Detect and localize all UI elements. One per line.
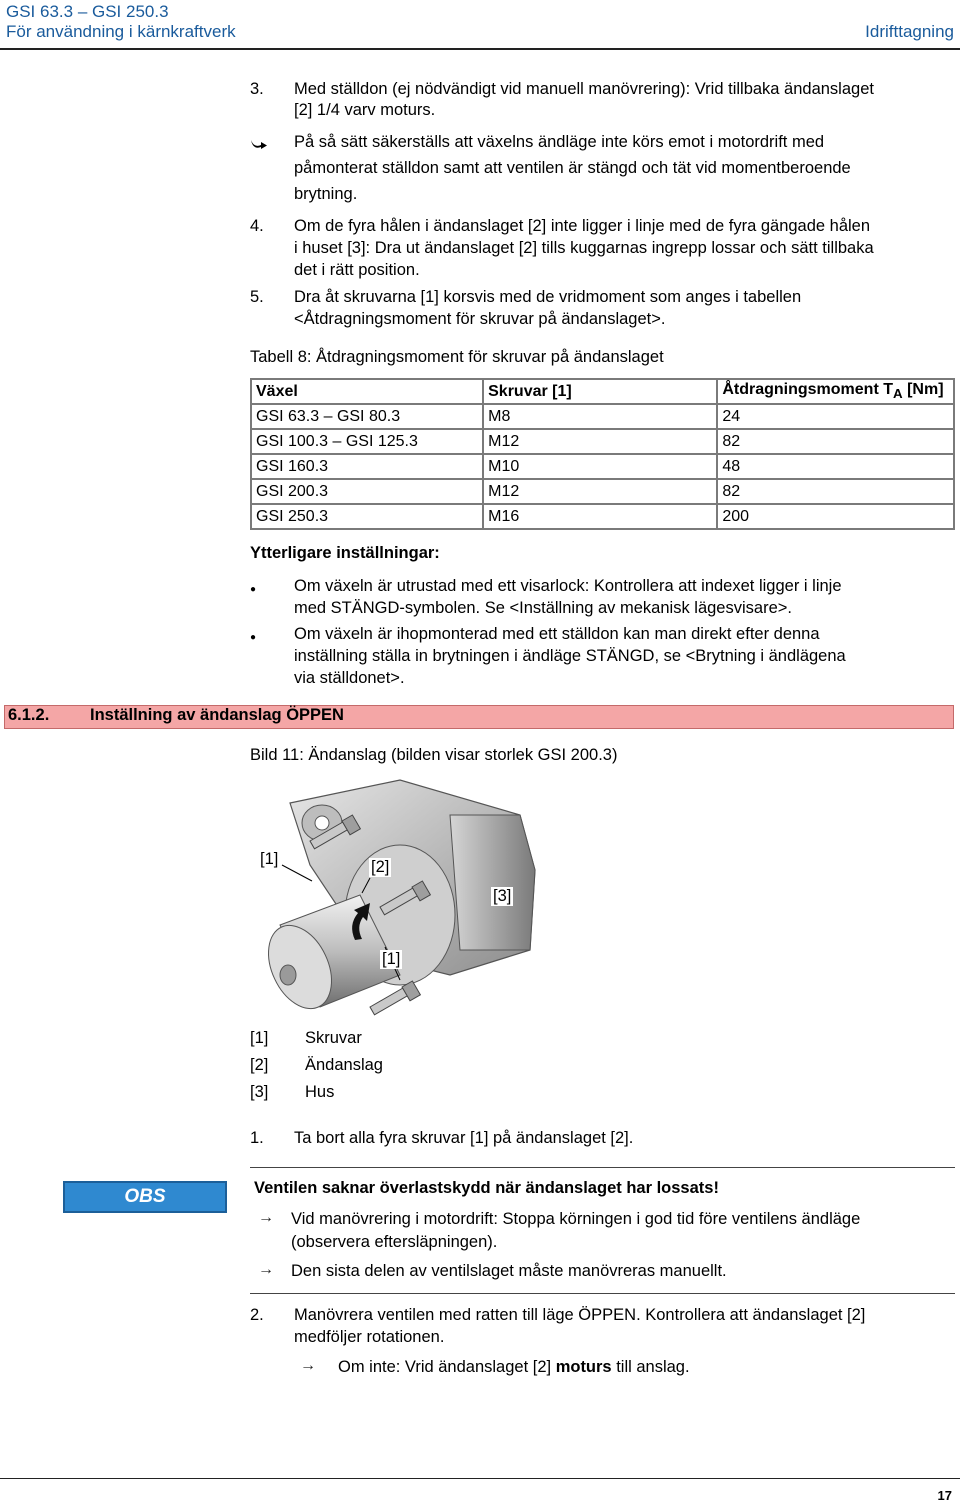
step-3-line-2: [2] 1/4 varv moturs. <box>294 101 436 119</box>
table-row <box>251 454 954 479</box>
notice-label-badge: OBS <box>63 1181 227 1213</box>
step-2-subitem-end: till anslag. <box>611 1358 690 1376</box>
legend-key: [3] <box>250 1083 269 1101</box>
table-cell: GSI 160.3 <box>251 454 483 479</box>
torque-table <box>250 378 955 530</box>
figure-caption: Bild 11: Ändanslag (bilden visar storlek GSI 200.3) <box>250 746 618 764</box>
table-cell: 82 <box>717 429 954 454</box>
result-line-1: På så sätt säkerställs att växelns ändläge inte körs emot i motordrift med <box>294 133 825 151</box>
section-number: 6.1.2. <box>8 706 50 724</box>
table-row <box>251 404 954 429</box>
footer-rule <box>0 1478 960 1479</box>
page-number: 17 <box>937 1488 952 1503</box>
notice-item-1-line-1: Vid manövrering i motordrift: Stoppa körningen i god tid före ventilens ändläge <box>291 1210 861 1228</box>
notice-item-2: Den sista delen av ventilslaget måste manövreras manuellt. <box>291 1262 727 1280</box>
table-caption: Tabell 8: Åtdragningsmoment för skruvar på ändanslaget <box>250 348 664 366</box>
bullet-1-line-1: Om växeln är utrustad med ett visarlock: Kontrollera att indexet ligger i linje <box>294 577 842 595</box>
step-4-number: 4. <box>250 217 264 235</box>
table-header-cell: Växel <box>251 379 483 404</box>
step-2-line-2: medföljer rotationen. <box>294 1328 445 1346</box>
table-cell: 48 <box>717 454 954 479</box>
step-2-number: 2. <box>250 1306 264 1324</box>
torque-header-subscript: A <box>893 386 903 402</box>
bullet-2-line-3: via ställdonet>. <box>294 669 405 687</box>
torque-header-text: Åtdragningsmoment T <box>722 381 893 399</box>
result-line-3: brytning. <box>294 185 358 203</box>
notice-rule-bottom <box>250 1293 955 1294</box>
table-cell: 200 <box>717 504 954 529</box>
section-title: Inställning av ändanslag ÖPPEN <box>90 706 344 724</box>
header-section: Idrifttagning <box>865 22 954 41</box>
callout-1-top: [1] <box>260 850 279 868</box>
step-3-number: 3. <box>250 80 264 98</box>
table-cell: M12 <box>483 479 717 504</box>
step-1-text: Ta bort alla fyra skruvar [1] på ändanslaget [2]. <box>294 1129 634 1147</box>
table-header-cell <box>717 379 954 404</box>
legend-key: [1] <box>250 1029 269 1047</box>
legend-label: Ändanslag <box>305 1056 383 1074</box>
legend-label: Skruvar <box>305 1029 362 1047</box>
bullet-2-line-2: inställning ställa in brytningen i ändläge STÄNGD, se <Brytning i ändlägena <box>294 647 846 665</box>
callout-1-bottom: [1] <box>382 950 401 968</box>
step-4-line-3: det i rätt position. <box>294 261 420 279</box>
step-5-line-1: Dra åt skruvarna [1] korsvis med de vridmoment som anges i tabellen <box>294 288 802 306</box>
table-cell: GSI 63.3 – GSI 80.3 <box>251 404 483 429</box>
callout-leader <box>282 865 312 881</box>
table-row <box>251 479 954 504</box>
bullet-2-line-1: Om växeln är ihopmonterad med ett ställdon kan man direkt efter denna <box>294 625 820 643</box>
header-title: GSI 63.3 – GSI 250.3 <box>6 2 169 21</box>
table-cell: 24 <box>717 404 954 429</box>
table-cell: GSI 200.3 <box>251 479 483 504</box>
torque-header-unit: [Nm] <box>907 381 944 399</box>
arrow-right-icon: → <box>300 1357 316 1374</box>
table-cell: GSI 250.3 <box>251 504 483 529</box>
header-subtitle: För användning i kärnkraftverk <box>6 22 236 41</box>
additional-title: Ytterligare inställningar: <box>250 544 440 562</box>
arrow-right-icon: → <box>258 1261 274 1278</box>
step-2-subitem <box>338 1358 690 1377</box>
arrow-right-icon: → <box>258 1209 274 1226</box>
table-header-row <box>251 379 954 404</box>
legend-label: Hus <box>305 1083 335 1101</box>
bullet-dot-icon: ● <box>250 632 257 643</box>
result-arrow-icon <box>250 137 268 151</box>
step-5-number: 5. <box>250 288 264 306</box>
notice-item-1-line-2: (observera eftersläpningen). <box>291 1233 498 1251</box>
table-cell: M10 <box>483 454 717 479</box>
gearbox-end-stop-illustration <box>250 775 590 1020</box>
step-2-line-1: Manövrera ventilen med ratten till läge ÖPPEN. Kontrollera att ändanslaget [2] <box>294 1306 866 1324</box>
step-2-subitem-text: Om inte: Vrid ändanslaget [2] <box>338 1358 556 1376</box>
notice-rule-top <box>250 1167 955 1168</box>
table-cell: M16 <box>483 504 717 529</box>
step-5-line-2: <Åtdragningsmoment för skruvar på ändanslaget>. <box>294 310 666 328</box>
table-cell: GSI 100.3 – GSI 125.3 <box>251 429 483 454</box>
step-4-line-2: i huset [3]: Dra ut ändanslaget [2] tills kuggarnas ingrepp lossar och sätt tillbaka <box>294 239 874 257</box>
step-3-line-1: Med ställdon (ej nödvändigt vid manuell manövrering): Vrid tillbaka ändanslaget <box>294 80 874 98</box>
result-line-2: påmonterat ställdon samt att ventilen är stängd och tät vid momentberoende <box>294 159 851 177</box>
bullet-dot-icon: ● <box>250 584 257 595</box>
step-4-line-1: Om de fyra hålen i ändanslaget [2] inte ligger i linje med de fyra gängade hålen <box>294 217 871 235</box>
table-cell: 82 <box>717 479 954 504</box>
table-row <box>251 429 954 454</box>
legend-key: [2] <box>250 1056 269 1074</box>
bolt-lower <box>370 981 420 1015</box>
notice-title: Ventilen saknar överlastskydd när ändanslaget har lossats! <box>254 1179 719 1197</box>
step-1-number: 1. <box>250 1129 264 1147</box>
table-row <box>251 504 954 529</box>
callout-3: [3] <box>493 887 512 905</box>
end-stop-nub <box>280 965 296 985</box>
header-rule <box>0 48 960 50</box>
table-cell: M8 <box>483 404 717 429</box>
table-cell: M12 <box>483 429 717 454</box>
housing-side-face <box>450 815 535 950</box>
table-header-cell: Skruvar [1] <box>483 379 717 404</box>
step-2-subitem-emphasis: moturs <box>555 1358 612 1376</box>
callout-2: [2] <box>371 858 390 876</box>
bullet-1-line-2: med STÄNGD-symbolen. Se <Inställning av mekanisk lägesvisare>. <box>294 599 792 617</box>
lug-hole <box>315 816 329 830</box>
